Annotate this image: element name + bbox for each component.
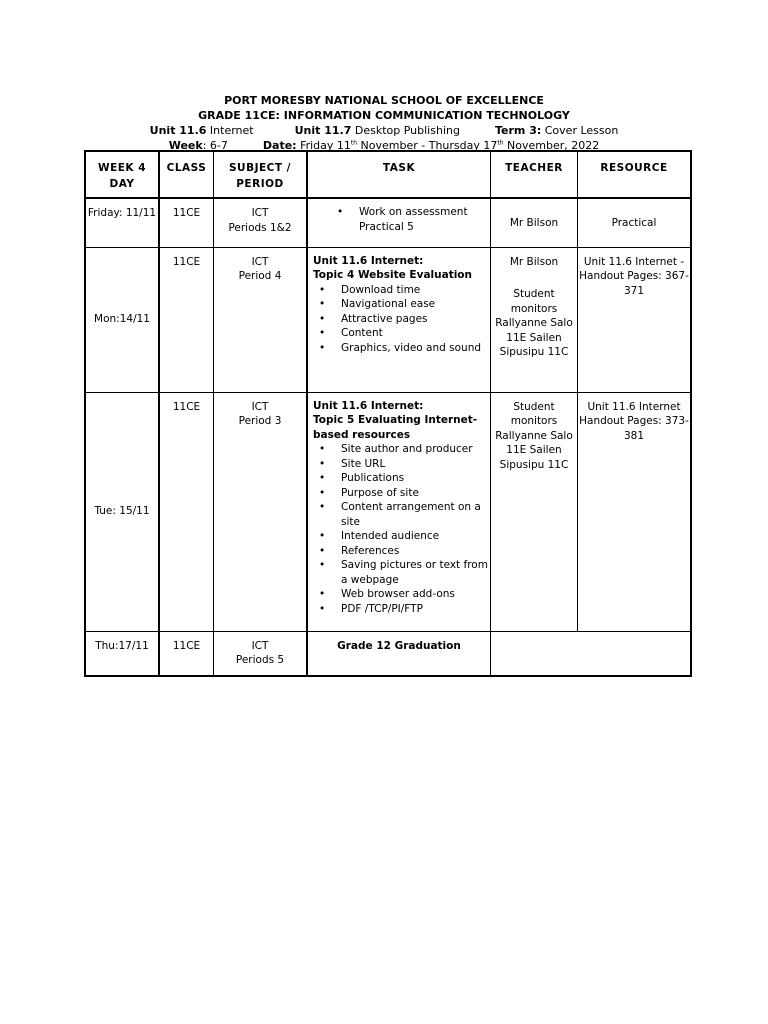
subject-period: Period 3: [238, 415, 282, 427]
col-header-day: WEEK 4 DAY: [85, 151, 159, 198]
task-item: • References: [319, 544, 400, 557]
unit2-value: Desktop Publishing: [354, 124, 460, 137]
table-row: [85, 392, 691, 631]
cell-task: [307, 247, 491, 392]
cell-teacher: [491, 247, 578, 392]
subject-period: Periods 5: [235, 654, 285, 666]
date-label: Date:: [262, 139, 297, 152]
cell-class: 11CE: [159, 198, 214, 247]
subject-period: Period 4: [238, 270, 282, 282]
bullet-icon: •: [319, 530, 326, 542]
student-monitors: Student monitors Rallyanne Salo 11E Sailen Sipusipu 11C: [495, 288, 573, 358]
term-value: Cover Lesson: [544, 124, 619, 137]
task-item: • Navigational ease: [319, 298, 436, 310]
school-name: PORT MORESBY NATIONAL SCHOOL OF EXCELLENCE: [224, 94, 544, 107]
bullet-icon: •: [319, 312, 326, 325]
unit1-value: Internet: [209, 124, 254, 137]
subject-name: ICT: [251, 207, 269, 219]
task-item: • Site author and producer: [319, 443, 473, 455]
term-label: Term 3:: [494, 124, 542, 137]
task-item: • Intended audience: [319, 530, 440, 542]
bullet-icon: •: [319, 588, 326, 600]
task-graduation: Grade 12 Graduation: [337, 639, 461, 652]
week-value: : 6-7: [202, 139, 228, 152]
cell-class: 11CE: [159, 631, 214, 676]
cell-class: 11CE: [159, 392, 214, 631]
subject-name: ICT: [251, 255, 269, 268]
cell-task: [307, 198, 491, 247]
cell-teacher: Mr Bilson: [491, 198, 578, 247]
cell-class: 11CE: [159, 247, 214, 392]
bullet-icon: •: [319, 472, 326, 484]
col-header-resource: RESOURCE: [578, 151, 692, 198]
col-header-teacher: TEACHER: [491, 151, 578, 198]
task-item: • Purpose of site: [319, 486, 419, 499]
bullet-icon: •: [319, 486, 326, 499]
col-header-subject: SUBJECT / PERIOD: [214, 151, 308, 198]
col-header-task: TASK: [307, 151, 491, 198]
col-header-class: CLASS: [159, 151, 214, 198]
bullet-icon: •: [319, 457, 326, 470]
date-part2: November - Thursday 17: [357, 139, 498, 152]
task-list: [313, 442, 490, 616]
bullet-icon: •: [319, 327, 326, 339]
bullet-icon: •: [319, 559, 326, 571]
bullet-icon: •: [319, 341, 326, 354]
task-unit-title: Unit 11.6 Internet:: [313, 254, 424, 267]
cell-subject: [214, 247, 308, 392]
cell-day: Thu:17/11: [85, 631, 159, 676]
table-header-row: [85, 151, 691, 198]
document-header: [84, 93, 684, 153]
cell-teacher-resource-empty: [491, 631, 692, 676]
task-topic-title: Topic 4 Website Evaluation: [313, 269, 472, 281]
date-part3: November, 2022: [503, 139, 600, 152]
task-topic-title: Topic 5 Evaluating Internet-based resources: [313, 414, 478, 441]
bullet-icon: •: [319, 501, 326, 513]
cell-resource: Practical: [578, 198, 692, 247]
week-label: Week: [168, 139, 203, 152]
cell-subject: [214, 392, 308, 631]
cell-resource: Unit 11.6 Internet Handout Pages: 373-381: [578, 392, 692, 631]
bullet-icon: •: [337, 206, 344, 218]
date-sup1: th: [350, 139, 358, 147]
subject-period: Periods 1&2: [228, 221, 292, 234]
bullet-icon: •: [319, 298, 326, 310]
unit-term-line: [84, 123, 684, 138]
cell-teacher: Student monitors Rallyanne Salo 11E Sailen Sipusipu 11C: [491, 392, 578, 631]
lesson-plan-table: [84, 150, 692, 677]
task-item: • Attractive pages: [319, 312, 428, 325]
cell-subject: [214, 631, 308, 676]
task-item: • Publications: [319, 472, 405, 484]
task-item: • Web browser add-ons: [319, 588, 455, 600]
task-item: • Graphics, video and sound: [319, 341, 482, 354]
cell-day: Friday: 11/11: [85, 198, 159, 247]
teacher-name: Mr Bilson: [509, 255, 559, 268]
table-row: [85, 198, 691, 247]
task-list: [313, 283, 490, 356]
table-row: [85, 247, 691, 392]
task-unit-title: Unit 11.6 Internet:: [313, 399, 424, 412]
bullet-icon: •: [319, 602, 326, 615]
bullet-icon: •: [319, 544, 326, 557]
task-item: • Work on assessment Practical 5: [337, 206, 468, 233]
task-item: • Site URL: [319, 457, 386, 470]
task-item: • Content: [319, 327, 383, 339]
task-item: • PDF /TCP/PI/FTP: [319, 602, 423, 615]
bullet-icon: •: [319, 283, 326, 296]
date-sup2: th: [497, 139, 504, 147]
task-item: • Content arrangement on a site: [319, 501, 481, 528]
table-row: [85, 631, 691, 676]
task-item: • Saving pictures or text from a webpage: [319, 559, 488, 586]
grade-title: GRADE 11CE: INFORMATION COMMUNICATION TECHNOLOGY: [198, 109, 570, 122]
task-item: • Download time: [319, 283, 421, 296]
cell-day: Tue: 15/11: [85, 392, 159, 631]
subject-name: ICT: [251, 400, 269, 413]
date-part1: Friday 11: [300, 139, 351, 152]
cell-subject: [214, 198, 308, 247]
unit2-label: Unit 11.7: [294, 124, 352, 137]
subject-name: ICT: [251, 639, 269, 652]
cell-task: [307, 631, 491, 676]
cell-day: Mon:14/11: [85, 247, 159, 392]
cell-task: [307, 392, 491, 631]
cell-resource: Unit 11.6 Internet - Handout Pages: 367-371: [578, 247, 692, 392]
bullet-icon: •: [319, 443, 326, 455]
unit1-label: Unit 11.6: [149, 124, 207, 137]
